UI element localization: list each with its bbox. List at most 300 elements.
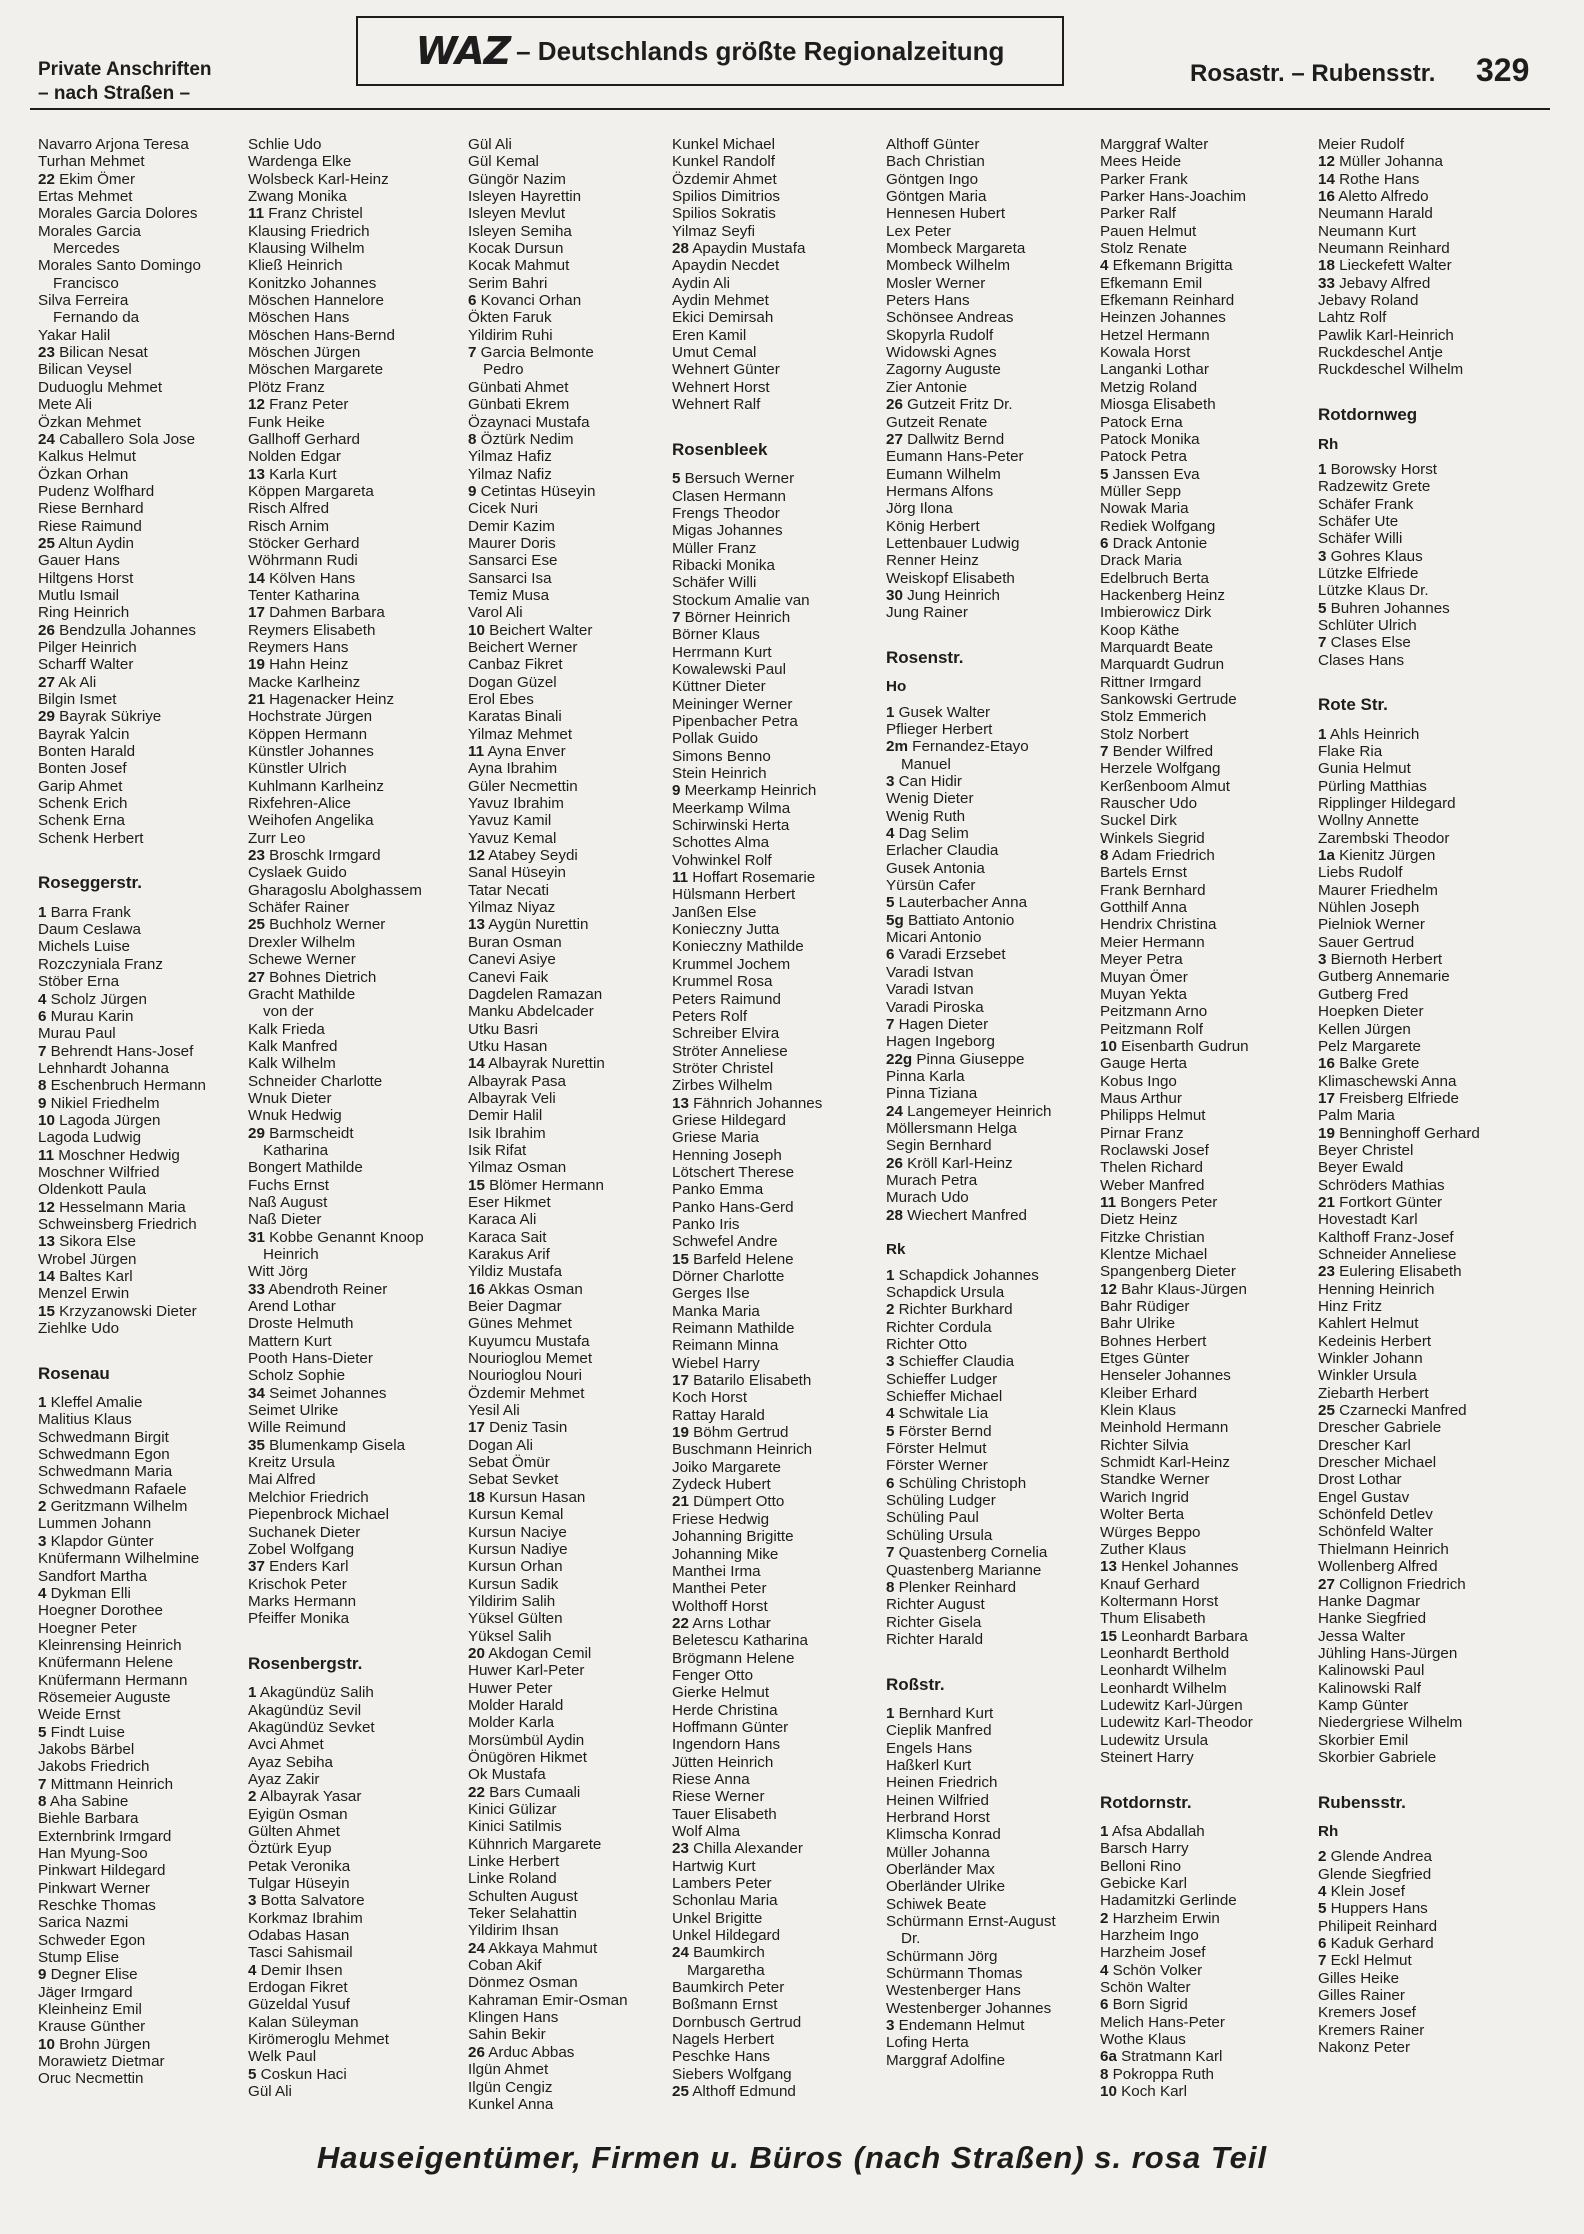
house-number: 7 [886,1544,895,1562]
resident-entry: Sankowski Gertrude [1100,691,1237,708]
house-number: 25 [1318,1402,1335,1420]
house-number: 4 [248,1961,257,1979]
resident-entry: Peters Hans [886,292,970,310]
resident-entry: Riese Werner [672,1788,765,1806]
resident-entry: Schäfer Ute [1318,512,1399,530]
resident-entry: Kunkel Anna [468,2095,554,2113]
house-number: 1 [1100,1823,1109,1840]
resident-entry: 7 Clases Else [1318,634,1411,652]
resident-entry: Kalk Wilhelm [248,1055,336,1073]
resident-entry: Göntgen Ingo [886,170,979,188]
resident-entry: 17 Deniz Tasin [468,1419,568,1437]
spacer [672,414,822,431]
resident-entry: Peters Rolf [672,1007,748,1025]
resident-entry: Patock Erna [1100,413,1183,431]
resident-entry: Naß Dieter [248,1211,322,1229]
resident-entry: Yilmaz Hafiz [468,448,552,466]
resident-entry: Hoepken Dieter [1318,1003,1424,1021]
resident-entry: 26 Kröll Karl-Heinz [886,1154,1013,1172]
directory-column-6 [1100,136,1253,2101]
spacer [886,1648,1056,1665]
resident-entry: 1 Barra Frank [38,903,131,921]
resident-entry: Droste Helmuth [248,1315,354,1333]
resident-entry: Klimaschewski Anna [1318,1072,1457,1090]
resident-entry: 17 Dahmen Barbara [248,604,385,622]
resident-entry: Oldenkott Paula [38,1181,147,1199]
house-number: 26 [886,1154,903,1172]
resident-entry: Palm Maria [1318,1107,1395,1125]
resident-entry: Biehle Barbara [38,1810,139,1828]
resident-entry: Schweinsberg Friedrich [38,1215,197,1233]
resident-entry: Kalan Süleyman [248,2013,359,2031]
directory-column-7 [1318,136,1480,2056]
resident-entry: 19 Böhm Gertrud [672,1424,789,1442]
resident-entry: 14 Baltes Karl [38,1268,133,1285]
resident-entry: Köppen Hermann [248,725,368,743]
resident-entry: Lagoda Ludwig [38,1129,142,1147]
resident-entry: 7 Eckl Helmut [1318,1952,1412,1970]
resident-entry: Drexler Wilhelm [248,933,356,951]
resident-entry: 11 Moschner Hedwig [38,1146,180,1164]
resident-entry: Möschen Margarete [248,361,384,379]
resident-entry: Westenberger Johannes [886,1999,1052,2017]
resident-entry: Günes Mehmet [468,1315,572,1333]
resident-entry: Joiko Margarete [672,1458,781,1476]
resident-entry: Maus Arthur [1100,1089,1182,1107]
resident-entry: 16 Akkas Osman [468,1280,583,1298]
resident-entry: Bongert Mathilde [248,1159,363,1177]
resident-entry: Kalinowski Paul [1318,1662,1425,1680]
house-number: 2 [1100,1909,1109,1927]
resident-entry: 11 Franz Christel [248,205,363,223]
resident-entry: Güngör Nazim [468,170,566,188]
resident-entry: Funk Heike [248,413,325,431]
resident-entry: Demir Kazim [468,517,555,535]
resident-entry: Korkmaz Ibrahim [248,1909,363,1927]
resident-entry: 21 Dümpert Otto [672,1493,785,1511]
resident-entry: Melich Hans-Peter [1100,2013,1225,2031]
resident-entry: Kocak Mahmut [468,257,570,275]
resident-entry: Beyer Christel [1318,1141,1414,1159]
resident-entry: 25 Czarnecki Manfred [1318,1402,1467,1420]
resident-entry: Dörner Charlotte [672,1268,785,1285]
house-number: 4 [1100,257,1109,275]
resident-entry: 13 Karla Kurt [248,465,337,483]
resident-entry: Bartels Ernst [1100,864,1187,882]
resident-entry: Kirömeroglu Mehmet [248,2031,389,2049]
resident-entry: Schäfer Frank [1318,495,1414,513]
resident-entry: 2 Glende Andrea [1318,1848,1433,1866]
house-number: 9 [38,1966,47,1984]
resident-entry: Lahtz Rolf [1318,309,1387,327]
resident-entry: 2 Harzheim Erwin [1100,1909,1220,1927]
resident-entry: Simons Benno [672,747,771,765]
resident-entry: Krummel Rosa [672,973,773,991]
resident-entry: Nourioglou Memet [468,1350,593,1368]
resident-entry: Krause Günther [38,2018,146,2036]
resident-entry: Winkler Johann [1318,1350,1423,1368]
resident-entry: Frank Bernhard [1100,881,1206,899]
resident-entry: Börner Klaus [672,626,760,644]
resident-entry: Meier Hermann [1100,933,1205,951]
resident-entry: 1 Borowsky Horst [1318,460,1438,478]
resident-entry: Gauer Hans [38,552,120,570]
resident-entry: 30 Jung Heinrich [886,586,1000,604]
resident-entry: Aydin Mehmet [672,292,769,310]
house-number: 1 [1318,460,1327,478]
resident-entry: Risch Arnim [248,517,330,535]
resident-entry: Ziehlke Udo [38,1320,120,1338]
resident-entry: Wolf Alma [672,1823,741,1840]
resident-entry: Lofing Herta [886,2034,969,2052]
resident-entry: Reimann Minna [672,1337,779,1355]
resident-entry: Isleyen Semiha [468,222,572,240]
section-label-line1: Private Anschriften [38,59,212,80]
resident-entry: Stein Heinrich [672,765,767,783]
resident-entry: 19 Benninghoff Gerhard [1318,1124,1480,1142]
resident-entry: Möschen Hannelore [248,292,384,310]
resident-entry: Özkan Mehmet [38,413,141,431]
resident-entry: Liebs Rudolf [1318,864,1403,882]
resident-entry: Klausing Wilhelm [248,240,365,258]
house-number: 14 [1318,170,1335,188]
resident-entry: 12 Atabey Seydi [468,847,578,865]
resident-entry: Plötz Franz [248,378,325,396]
house-number: 1 [886,703,895,721]
resident-entry: 10 Brohn Jürgen [38,2035,151,2053]
resident-entry: 3 Schieffer Claudia [886,1353,1015,1371]
resident-entry: Stöcker Gerhard [248,534,360,552]
resident-entry: Koltermann Horst [1100,1592,1219,1610]
resident-entry: Schäfer Willi [1318,530,1403,548]
resident-entry: Panko Hans-Gerd [672,1198,794,1216]
resident-entry: Parker Frank [1100,170,1188,188]
resident-entry: Meininger Werner [672,695,793,713]
resident-entry: Engel Gustav [1318,1488,1410,1506]
street-heading: Rosenbleek [672,439,768,459]
resident-entry: Schäfer Willi [672,574,757,592]
resident-entry: Kalthoff Franz-Josef [1318,1228,1454,1246]
resident-entry: Wenig Ruth [886,807,966,825]
resident-entry: 21 Hagenacker Heinz [248,691,395,708]
resident-entry: Herbrand Horst [886,1808,990,1826]
resident-entry: Pielniok Werner [1318,916,1425,934]
house-number: 7 [672,608,681,626]
resident-entry: Barsch Harry [1100,1840,1189,1858]
house-number: 3 [886,773,895,791]
resident-entry: Gül Ali [248,2083,292,2101]
house-number: 3 [886,1353,895,1371]
resident-entry: 9 Meerkamp Heinrich [672,782,817,800]
house-number: 13 [468,916,485,934]
resident-entry: Kunkel Randolf [672,153,776,171]
house-number: 10 [38,2035,55,2053]
resident-entry: Canevi Asiye [468,951,556,969]
resident-entry: 8 Öztürk Nedim [468,430,574,448]
resident-entry: Parker Ralf [1100,205,1176,223]
resident-entry: Hinz Fritz [1318,1298,1383,1315]
resident-entry: Förster Helmut [886,1440,987,1458]
house-number: 12 [248,396,265,414]
street-heading: Rosenbergstr. [248,1653,363,1673]
resident-entry: 5 Huppers Hans [1318,1900,1428,1918]
resident-entry: Meinhold Hermann [1100,1419,1229,1437]
resident-entry: Kocak Dursun [468,240,564,258]
resident-entry: 4 Scholz Jürgen [38,990,147,1008]
spacer [886,1224,1056,1241]
resident-entry: Malitius Klaus [38,1411,132,1429]
resident-entry: 27 Collignon Friedrich [1318,1575,1466,1593]
spacer [248,1628,424,1645]
resident-entry: Bahr Ulrike [1100,1315,1176,1333]
resident-entry: 1a Kienitz Jürgen [1318,847,1436,865]
resident-entry: Beier Dagmar [468,1298,562,1316]
resident-entry: Hermans Alfons [886,482,994,500]
resident-entry: Knüfermann Helene [38,1654,174,1672]
resident-entry: 5 Buhren Johannes [1318,599,1450,617]
resident-entry: Sarica Nazmi [38,1914,129,1932]
resident-entry: Gauge Herta [1100,1055,1187,1073]
resident-entry: Hoegner Dorothee [38,1602,163,1620]
resident-entry: Künstler Johannes [248,743,374,761]
resident-entry: Sauer Gertrud [1318,933,1415,951]
resident-entry: Klein Klaus [1100,1402,1176,1420]
resident-entry: Gutberg Annemarie [1318,968,1450,986]
house-number: 13 [672,1094,689,1112]
resident-entry: Özaynaci Mustafa [468,413,590,431]
house-number: 12 [38,1198,55,1216]
resident-entry: Richter Otto [886,1336,968,1354]
resident-entry: Hanke Siegfried [1318,1610,1427,1628]
resident-entry: Utku Basri [468,1020,539,1038]
resident-entry: Schenk Erna [38,812,125,830]
resident-entry: Mees Heide [1100,153,1182,171]
resident-entry: Mombeck Margareta [886,240,1026,258]
resident-entry: Hendrix Christina [1100,916,1217,934]
resident-entry: Imbierowicz Dirk [1100,604,1212,622]
resident-entry: 3 Biernoth Herbert [1318,951,1443,969]
resident-entry: Wille Reimund [248,1419,346,1437]
resident-entry: König Herbert [886,517,980,535]
resident-entry: Drescher Gabriele [1318,1419,1442,1437]
house-number: 33 [248,1280,265,1298]
resident-entry: Jakobs Bärbel [38,1740,135,1758]
resident-entry: 18 Kursun Hasan [468,1488,586,1506]
resident-entry: Hadamitzki Gerlinde [1100,1892,1237,1910]
resident-entry: Pollak Guido [672,730,759,748]
resident-entry: Jakobs Friedrich [38,1758,150,1776]
resident-entry: 19 Hahn Heinz [248,656,349,674]
resident-entry: Weber Manfred [1100,1176,1205,1194]
house-number: 34 [248,1384,265,1402]
resident-entry: Rattay Harald [672,1406,765,1424]
resident-entry: Leonhardt Berthold [1100,1644,1230,1662]
house-number: 22 [38,170,55,188]
resident-entry: Herzele Wolfgang [1100,760,1221,778]
resident-entry: Kursun Naciye [468,1523,567,1541]
resident-entry: Roclawski Josef [1100,1141,1209,1159]
resident-entry: Möllersmann Helga [886,1119,1017,1137]
resident-entry: Dogan Ali [468,1436,534,1454]
resident-entry: Konitzko Johannes [248,274,377,292]
resident-entry: Pinna Tiziana [886,1085,978,1103]
resident-entry: Schenk Erich [38,795,128,813]
resident-entry: Ludewitz Karl-Theodor [1100,1714,1253,1732]
resident-entry-continuation: Heinrich [263,1246,319,1263]
resident-entry: Buschmann Heinrich [672,1441,813,1459]
resident-entry: Eyigün Osman [248,1805,348,1823]
resident-entry: Kamp Günter [1318,1696,1409,1714]
resident-entry: Rozczyniala Franz [38,955,163,973]
resident-entry: 9 Degner Elise [38,1966,138,1984]
resident-entry: Schönfeld Walter [1318,1523,1434,1541]
resident-entry: 6 Drack Antonie [1100,534,1208,552]
resident-entry: Ökten Faruk [468,309,552,327]
resident-entry: 23 Eulering Elisabeth [1318,1263,1462,1281]
resident-entry: Kinici Gülizar [468,1801,557,1818]
house-number: 18 [1318,257,1335,275]
resident-entry: Hülsmann Herbert [672,886,796,904]
resident-entry: Herrmann Kurt [672,643,772,661]
resident-entry: 15 Krzyzanowski Dieter [38,1302,197,1320]
resident-entry: Neumann Reinhard [1318,240,1450,258]
house-number: 6 [468,292,477,310]
resident-entry: Lex Peter [886,222,952,240]
resident-entry: Piepenbrock Michael [248,1506,389,1524]
resident-entry: Schweder Egon [38,1931,146,1949]
house-number: 2 [38,1498,47,1516]
resident-entry: Ayaz Sebiha [248,1753,333,1771]
directory-column-3 [468,136,628,2113]
directory-column-4 [672,136,822,2101]
resident-entry: Nakonz Peter [1318,2039,1411,2057]
resident-entry: Kalk Frieda [248,1020,325,1038]
resident-entry: Pinna Karla [886,1067,965,1085]
resident-entry: Wehnert Ralf [672,396,761,414]
resident-entry: Kremers Rainer [1318,2021,1425,2039]
resident-entry: Aydin Ali [672,274,730,292]
resident-entry: Gül Ali [468,136,512,153]
house-number: 1 [1318,725,1327,743]
resident-entry: 8 Adam Friedrich [1100,847,1215,865]
resident-entry: 5 Findt Luise [38,1723,125,1741]
resident-entry: Janßen Else [672,903,757,921]
resident-entry: 26 Bendzulla Johannes [38,621,196,639]
resident-entry: Rösemeier Auguste [38,1688,171,1706]
section-label-line2: – nach Straßen – [38,83,191,104]
resident-entry: 27 Ak Ali [38,673,97,691]
house-number: 37 [248,1558,265,1576]
resident-entry: Klentze Michael [1100,1246,1208,1263]
resident-entry: Bohnes Herbert [1100,1332,1207,1350]
resident-entry: Wothe Klaus [1100,2031,1186,2049]
house-number: 7 [1100,743,1109,761]
house-number: 21 [1318,1193,1335,1211]
resident-entry: Hennesen Hubert [886,205,1006,223]
resident-entry: Edelbruch Berta [1100,569,1209,587]
resident-entry: Güzeldal Yusuf [248,1996,350,2014]
resident-entry: Clases Hans [1318,651,1405,669]
resident-entry: Zirbes Wilhelm [672,1077,773,1095]
house-number: 6 [1100,1996,1109,2014]
house-number: 13 [248,465,265,483]
resident-entry: Pfeiffer Monika [248,1610,350,1628]
resident-entry: Winkler Ursula [1318,1367,1417,1385]
house-number: 24 [886,1102,903,1120]
resident-entry: 2 Geritzmann Wilhelm [38,1498,188,1516]
resident-entry: Schulten August [468,1887,578,1905]
resident-entry: Zarembski Theodor [1318,829,1450,847]
resident-entry: 14 Kölven Hans [248,569,356,587]
house-number: 3 [1318,547,1327,565]
resident-entry: Siebers Wolfgang [672,2065,792,2083]
resident-entry: 4 Klein Josef [1318,1883,1405,1900]
house-number: 27 [38,673,55,691]
house-number: 5 [886,894,895,912]
resident-entry: Wollenberg Alfred [1318,1558,1438,1576]
resident-entry: Öztürk Eyup [248,1840,332,1858]
resident-entry: Sebat Sevket [468,1471,559,1489]
resident-entry: Gusek Antonia [886,859,985,877]
house-number: 5 [1318,1900,1327,1918]
house-number: 7 [1318,634,1327,652]
resident-entry: Karatas Binali [468,708,562,726]
resident-entry: Han Myung-Soo [38,1845,148,1862]
house-number: 14 [468,1055,485,1073]
resident-entry: 24 Akkaya Mahmut [468,1939,598,1957]
spacer [1318,1766,1480,1783]
resident-entry: 3 Can Hidir [886,773,962,791]
house-number: 24 [38,430,55,448]
resident-entry: Muyan Yekta [1100,985,1187,1003]
resident-entry: 10 Lagoda Jürgen [38,1111,161,1129]
resident-entry: Skorbier Gabriele [1318,1748,1437,1766]
resident-entry: Ring Heinrich [38,604,130,622]
house-number: 7 [468,344,477,362]
resident-entry: Jühling Hans-Jürgen [1318,1644,1458,1662]
resident-entry: Pipenbacher Petra [672,713,798,730]
resident-entry: Thelen Richard [1100,1159,1203,1177]
resident-entry: Dornbusch Gertrud [672,2013,802,2031]
house-number: 23 [672,1840,689,1858]
resident-entry: Sebat Ömür [468,1454,550,1472]
resident-entry: Kowala Horst [1100,344,1191,362]
resident-entry: Richter Silvia [1100,1436,1189,1454]
resident-entry: Kremers Josef [1318,2004,1416,2022]
resident-entry: 7 Quastenberg Cornelia [886,1544,1048,1562]
house-number: 22g [886,1050,913,1068]
resident-entry: 4 Dag Selim [886,825,969,843]
resident-entry: Fuchs Ernst [248,1176,330,1194]
spacer [886,622,1056,639]
resident-entry: Sansarci Isa [468,569,552,587]
resident-entry: Brögmann Helene [672,1649,795,1667]
resident-entry: Michels Luise [38,938,131,956]
house-number: 5 [1100,465,1109,483]
house-number: 12 [1100,1280,1117,1298]
resident-entry: Özdemir Mehmet [468,1384,585,1402]
resident-entry: Leonhardt Wilhelm [1100,1679,1227,1697]
resident-entry: Weiskopf Elisabeth [886,569,1015,587]
resident-entry: Cicek Nuri [468,500,539,518]
resident-entry: Isik Rifat [468,1141,527,1159]
house-number: 4 [886,825,895,843]
resident-entry: 15 Barfeld Helene [672,1250,794,1268]
resident-entry: Ayna Ibrahim [468,760,558,778]
resident-entry: Yilmaz Nafiz [468,465,552,483]
resident-entry: Jung Rainer [886,604,968,622]
resident-entry: Jessa Walter [1318,1627,1406,1645]
